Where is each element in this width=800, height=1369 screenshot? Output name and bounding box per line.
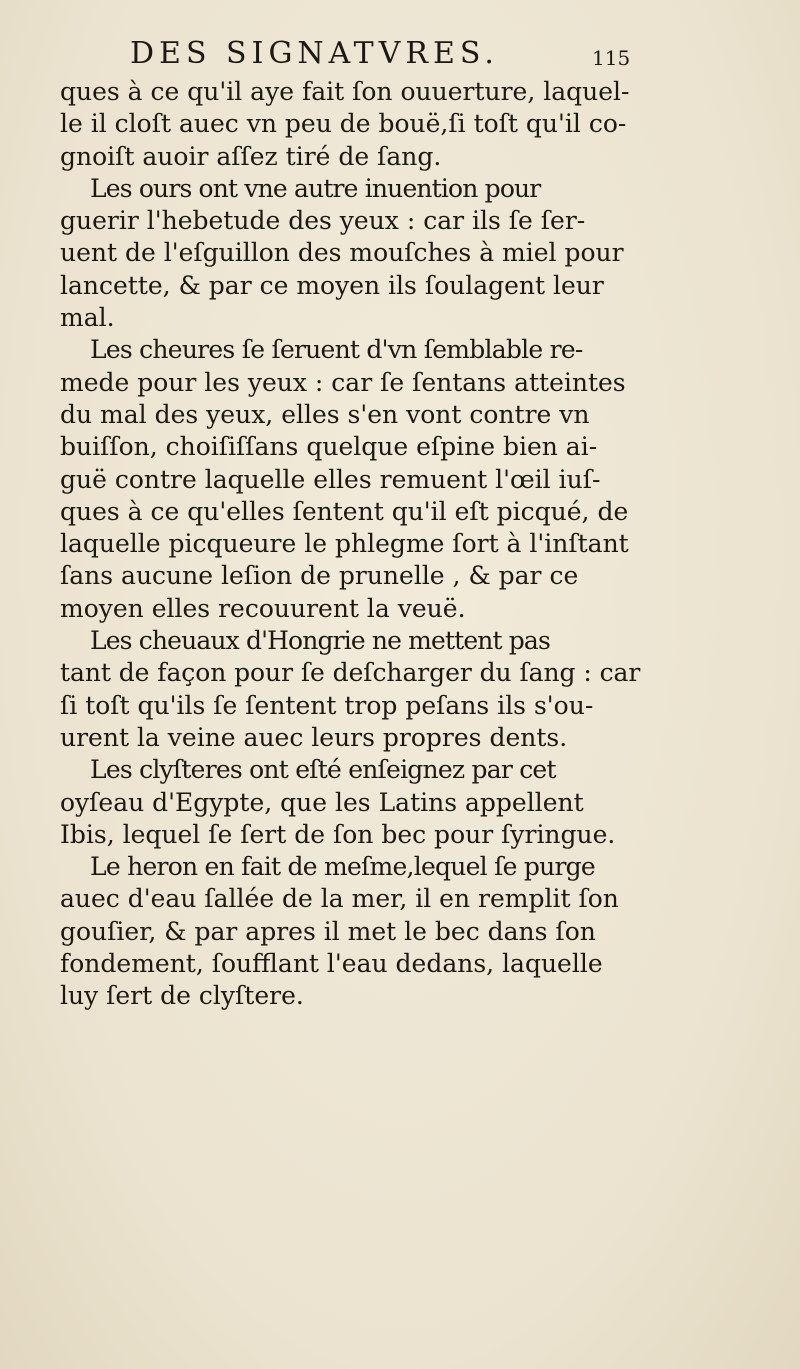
text-line: Le heron en fait de meſme,lequel ſe purge [90, 852, 595, 882]
text-line: fondement, ſoufflant l'eau dedans, laquelle [60, 949, 603, 979]
text-line: du mal des yeux, elles s'en vont contre vn [60, 399, 590, 429]
paragraph [60, 334, 640, 625]
text-line: oyſeau d'Egypte, que les Latins appellent [60, 787, 584, 817]
text-line: le il cloſt auec vn peu de bouë,ſi toſt qu'il co- [60, 109, 627, 139]
paragraph [60, 754, 640, 851]
text-line: laquelle picqueure le phlegme ſort à l'inſtant [60, 529, 629, 559]
text-line: gouſier, & par apres il met le bec dans ſon [60, 916, 596, 946]
running-head: DES SIGNATVRES. [130, 36, 499, 71]
paragraph [60, 625, 640, 754]
text-line: moyen elles recouurent la veuë. [60, 593, 466, 623]
paragraph [60, 173, 640, 334]
text-line: ques à ce qu'il aye fait ſon ouuerture, laquel- [60, 77, 630, 106]
text-line: Les cheuaux d'Hongrie ne mettent pas [90, 626, 550, 656]
text-line: buiſſon, choiſiſſans quelque eſpine bien ai- [60, 432, 598, 462]
text-line: tant de façon pour ſe deſcharger du ſang : car [60, 658, 641, 688]
text-line: Les cheures ſe ſeruent d'vn ſemblable re- [90, 335, 583, 365]
text-line: Les clyſteres ont eſté enſeignez par cet [90, 755, 556, 785]
text-line: auec d'eau ſallée de la mer, il en remplit ſon [60, 884, 619, 914]
text-line: lancette, & par ce moyen ils ſoulagent leur [60, 270, 604, 300]
text-line: guerir l'hebetude des yeux : car ils ſe ſer- [60, 206, 586, 236]
text-line: Les ours ont vne autre inuention pour [90, 173, 541, 203]
text-line: mal. [60, 303, 115, 333]
paragraph [60, 76, 640, 173]
text-line: Ibis, lequel ſe ſert de ſon bec pour ſyringue. [60, 819, 616, 849]
text-line: guë contre laquelle elles remuent l'œil iuſ- [60, 464, 601, 494]
body-text [60, 76, 640, 1013]
text-line: ſi toſt qu'ils ſe ſentent trop peſans ils s'ou- [60, 690, 594, 720]
text-line: mede pour les yeux : car ſe ſentans atteintes [60, 367, 626, 397]
text-line: luy ſert de clyſtere. [60, 981, 304, 1011]
text-line: uent de l'eſguillon des mouſches à miel pour [60, 238, 624, 268]
text-line: ques à ce qu'elles ſentent qu'il eſt picqué, de [60, 496, 629, 526]
page-header [130, 32, 670, 76]
paragraph [60, 851, 640, 1012]
text-line: ſans aucune leſion de prunelle , & par ce [60, 561, 579, 591]
page-number: 115 [592, 46, 631, 70]
text-line: urent la veine auec leurs propres dents. [60, 722, 568, 752]
text-line: gnoiſt auoir aſſez tiré de ſang. [60, 141, 442, 171]
